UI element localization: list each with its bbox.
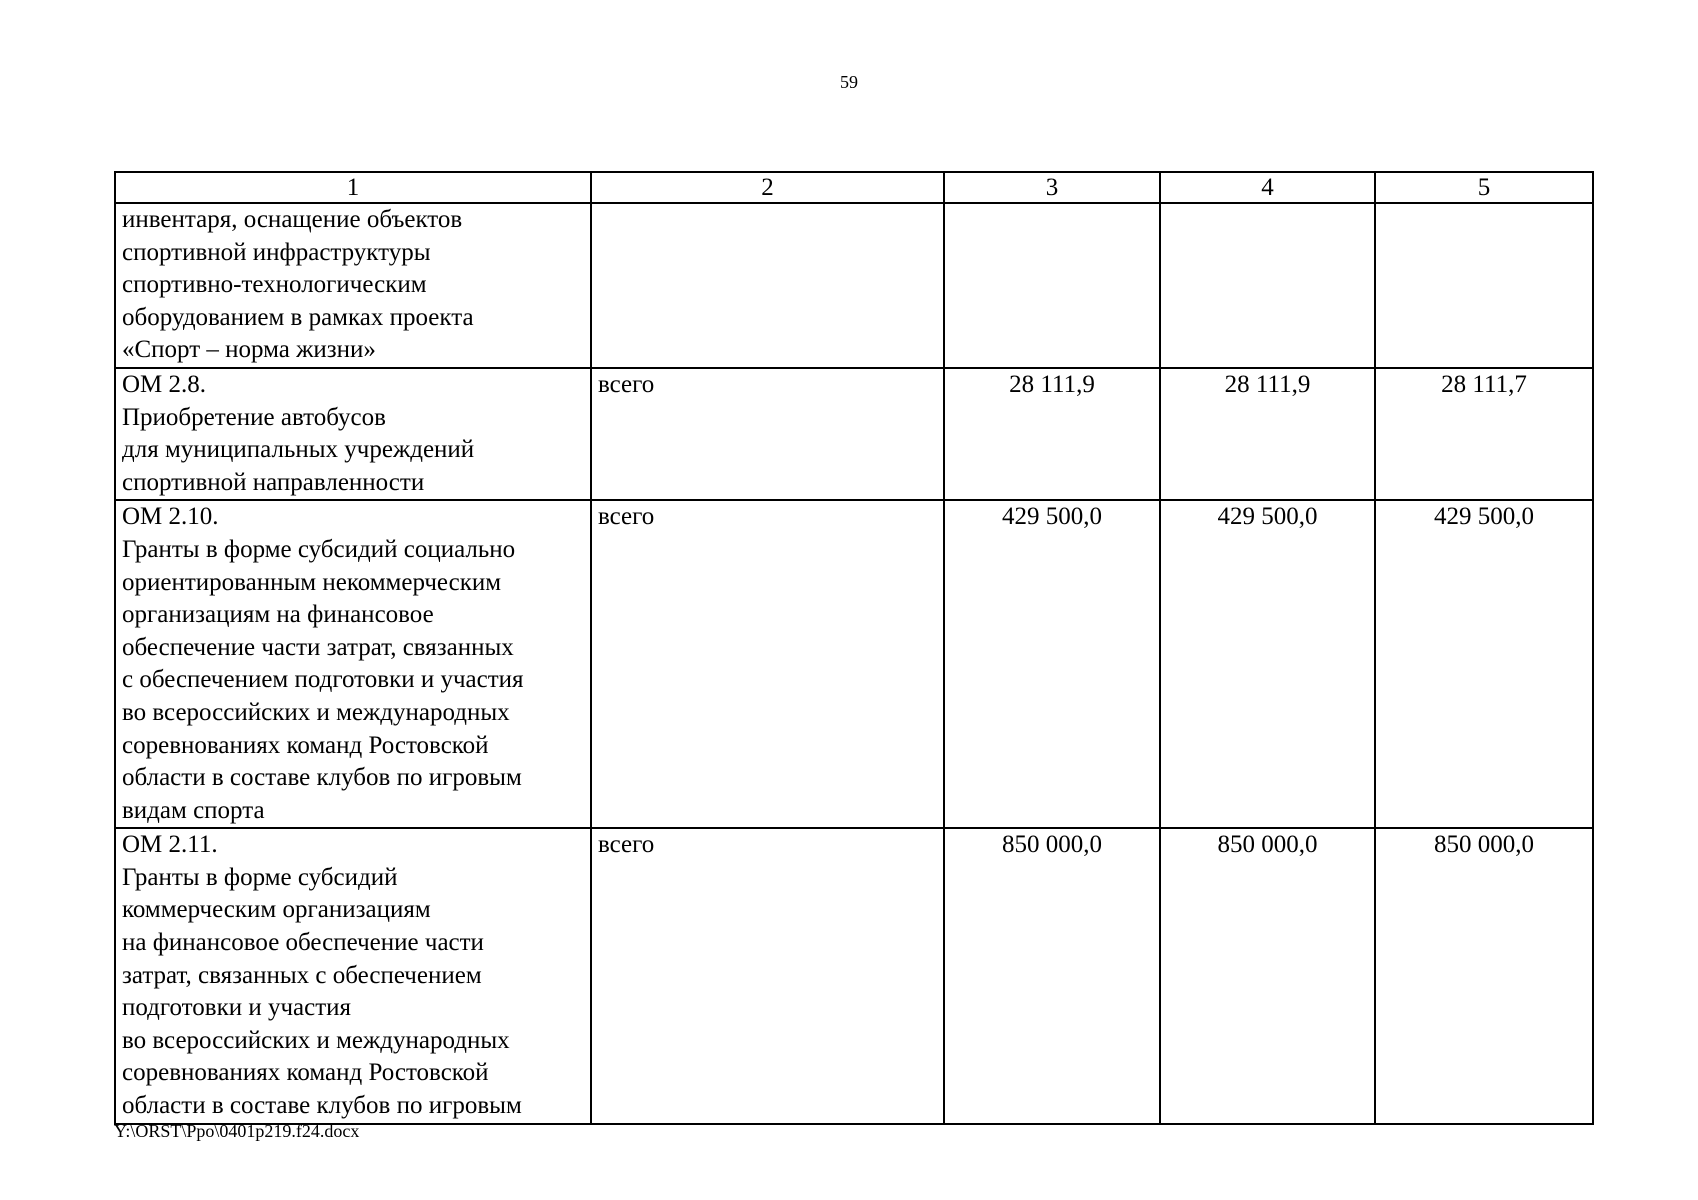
table-row xyxy=(115,203,1593,368)
value-cell-col5: 28 111,7 xyxy=(1375,368,1593,500)
table-header-row xyxy=(115,172,1593,203)
column-header-1: 1 xyxy=(115,172,591,203)
measure-name-cell: ОМ 2.8. Приобретение автобусов для муниципальных учреждений спортивной направленности xyxy=(115,368,591,500)
column-header-3: 3 xyxy=(944,172,1160,203)
funding-type-cell: всего xyxy=(591,500,944,828)
measure-name-cell: инвентаря, оснащение объектов спортивной инфраструктуры спортивно-технологическим оборудованием в рамках проекта «Спорт – норма жизни» xyxy=(115,203,591,368)
value-cell-col4: 28 111,9 xyxy=(1160,368,1375,500)
value-cell-col3: 28 111,9 xyxy=(944,368,1160,500)
column-header-2: 2 xyxy=(591,172,944,203)
value-cell-col4: 429 500,0 xyxy=(1160,500,1375,828)
table-row xyxy=(115,368,1593,500)
column-header-5: 5 xyxy=(1375,172,1593,203)
measure-name-cell: ОМ 2.11. Гранты в форме субсидий коммерческим организациям на финансовое обеспечение части затрат, связанных с обеспечением подготовки и участия во всероссийских и международных соревнованиях команд Ростовской области в составе клубов по игровым xyxy=(115,828,591,1123)
budget-table xyxy=(114,171,1594,1125)
page-number: 59 xyxy=(840,72,858,92)
value-cell-col4: 850 000,0 xyxy=(1160,828,1375,1123)
table-row xyxy=(115,828,1593,1123)
funding-type-cell: всего xyxy=(591,828,944,1123)
value-cell-col5 xyxy=(1375,203,1593,368)
value-cell-col3: 850 000,0 xyxy=(944,828,1160,1123)
measure-name-cell: ОМ 2.10. Гранты в форме субсидий социально ориентированным некоммерческим организациям на финансовое обеспечение части затрат, связанных с обеспечением подготовки и участия во всероссийских и международных соревнованиях команд Ростовской области в составе клубов по игровым видам спорта xyxy=(115,500,591,828)
column-header-4: 4 xyxy=(1160,172,1375,203)
value-cell-col4 xyxy=(1160,203,1375,368)
value-cell-col3: 429 500,0 xyxy=(944,500,1160,828)
value-cell-col3 xyxy=(944,203,1160,368)
table-row xyxy=(115,500,1593,828)
file-path-footer: Y:\ORST\Ppo\0401p219.f24.docx xyxy=(114,1121,360,1141)
funding-type-cell xyxy=(591,203,944,368)
funding-type-cell: всего xyxy=(591,368,944,500)
value-cell-col5: 429 500,0 xyxy=(1375,500,1593,828)
value-cell-col5: 850 000,0 xyxy=(1375,828,1593,1123)
